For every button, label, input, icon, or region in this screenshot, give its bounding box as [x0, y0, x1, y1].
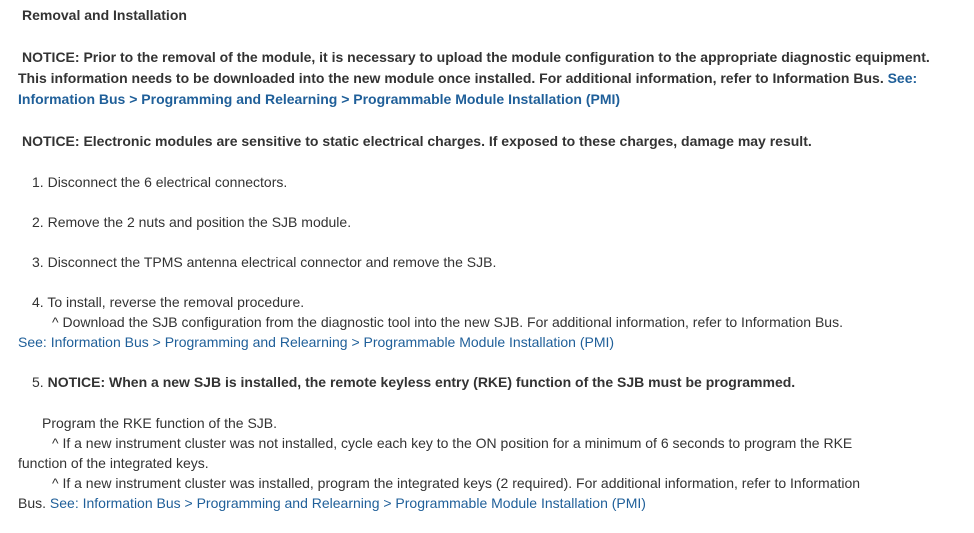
notice-1-pmi-link[interactable]: Information Bus > Programming and Relearning > Programmable Module Installation (PMI) [18, 91, 621, 107]
step-2-text: Remove the 2 nuts and position the SJB module. [47, 214, 352, 230]
notice-2-text: Electronic modules are sensitive to static electrical charges. If exposed to these charges, damage may result. [83, 133, 812, 149]
step-4-number: 4. [32, 294, 44, 310]
step-4-pmi-link[interactable]: See: Information Bus > Programming and Relearning > Programmable Module Installation (PMI) [18, 334, 615, 350]
step-4-sub-text: ^ Download the SJB configuration from the diagnostic tool into the new SJB. For additional information, refer to Information Bus. [52, 314, 843, 330]
page-title: Removal and Installation [22, 7, 187, 23]
notice-1-see-link[interactable]: See: [887, 70, 918, 86]
step-3-number: 3. [32, 254, 44, 270]
step-3-text: Disconnect the TPMS antenna electrical connector and remove the SJB. [47, 254, 497, 270]
rke-pmi-link[interactable]: See: Information Bus > Programming and Relearning > Programmable Module Installation (PMI) [49, 495, 646, 511]
step-4 [32, 292, 304, 312]
notice-2-prefix: NOTICE: [22, 133, 80, 149]
step-2-number: 2. [32, 214, 44, 230]
step-1-text: Disconnect the 6 electrical connectors. [47, 174, 288, 190]
notice-2 [22, 131, 812, 151]
step-3 [32, 252, 496, 272]
rke-bullet-1-line-2: function of the integrated keys. [18, 455, 209, 471]
notice-1-text-2: This information needs to be downloaded into the new module once installed. For additional information, refer to Information Bus. [18, 70, 884, 86]
notice-1-line-2 [18, 68, 917, 88]
step-5-prefix: NOTICE: [47, 374, 106, 390]
step-1-number: 1. [32, 174, 44, 190]
step-4-text: To install, reverse the removal procedure. [47, 294, 305, 310]
step-4-sub-link-line [18, 332, 614, 352]
rke-heading: Program the RKE function of the SJB. [42, 415, 278, 431]
rke-bullet-1-line-1: ^ If a new instrument cluster was not installed, cycle each key to the ON position for a minimum of 6 seconds to program the RKE [52, 435, 853, 451]
notice-1-line-3 [18, 89, 620, 109]
notice-1-prefix: NOTICE: [22, 49, 80, 65]
rke-bullet-2-line-1: ^ If a new instrument cluster was installed, program the integrated keys (2 required). For additional information, refer to Information [52, 475, 861, 491]
step-5 [32, 372, 795, 392]
rke-bullet-2-line-2 [18, 493, 646, 513]
notice-1-text-1: Prior to the removal of the module, it is necessary to upload the module configuration to the appropriate diagnostic equipment. [83, 49, 930, 65]
step-5-text: When a new SJB is installed, the remote keyless entry (RKE) function of the SJB must be programmed. [109, 374, 796, 390]
notice-1-line-1 [22, 47, 930, 67]
rke-bullet-2-text: Bus. [18, 495, 47, 511]
step-1 [32, 172, 287, 192]
step-2 [32, 212, 351, 232]
step-5-number: 5. [32, 374, 44, 390]
